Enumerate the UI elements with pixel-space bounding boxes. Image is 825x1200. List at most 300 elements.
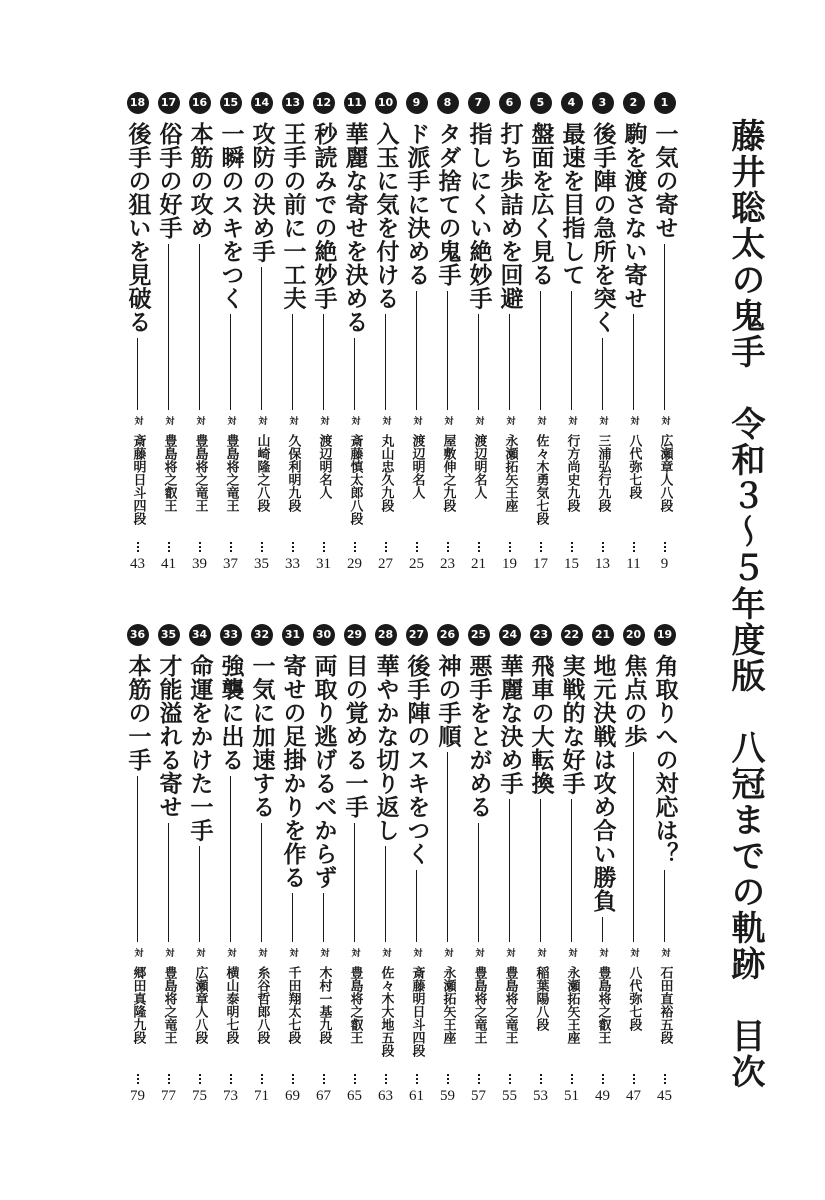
entry-opponent: 広瀬章人八段 bbox=[657, 434, 673, 512]
entry-page-number: 21 bbox=[471, 556, 486, 572]
entry-title-area bbox=[215, 122, 246, 414]
vs-label: 対 bbox=[628, 416, 639, 425]
entry-opponent: 斎藤慎太郎八段 bbox=[347, 434, 363, 525]
entry-title: 駒を渡さない寄せ bbox=[620, 122, 648, 310]
dot-leader bbox=[354, 1074, 356, 1084]
entry-title: 飛車の大転換 bbox=[527, 654, 555, 795]
dot-leader bbox=[292, 542, 294, 552]
entry-opponent: 丸山忠久九段 bbox=[378, 434, 394, 512]
entry-number-badge: 14 bbox=[251, 92, 273, 114]
toc-entry-35[interactable] bbox=[153, 624, 184, 1104]
entry-page-number: 79 bbox=[130, 1088, 145, 1104]
page-title: 藤井聡太の鬼手 令和３〜５年度版 八冠までの軌跡 目次 bbox=[725, 118, 765, 1090]
leader-line bbox=[633, 314, 634, 410]
leader-line bbox=[478, 314, 479, 410]
entry-number-badge: 16 bbox=[189, 92, 211, 114]
entry-title-area bbox=[277, 654, 308, 946]
entry-number-badge: 13 bbox=[282, 92, 304, 114]
dot-leader bbox=[633, 542, 635, 552]
toc-block-bottom bbox=[122, 624, 680, 1104]
leader-line bbox=[447, 291, 448, 411]
entry-title: 悪手をとがめる bbox=[465, 654, 493, 819]
dot-leader bbox=[540, 1074, 542, 1084]
entry-page-number: 69 bbox=[285, 1088, 300, 1104]
dot-leader bbox=[354, 542, 356, 552]
entry-number-badge: 29 bbox=[344, 624, 366, 646]
entry-opponent: 木村一基九段 bbox=[316, 966, 332, 1044]
entry-opponent: 豊島将之竜王 bbox=[471, 966, 487, 1044]
entry-number-badge: 36 bbox=[127, 624, 149, 646]
entry-page-number: 27 bbox=[378, 556, 393, 572]
vs-label: 対 bbox=[132, 948, 143, 957]
toc-entry-26[interactable] bbox=[432, 624, 463, 1104]
entry-title: 焦点の歩 bbox=[620, 654, 648, 748]
entry-title-area bbox=[556, 122, 587, 414]
vs-label: 対 bbox=[411, 416, 422, 425]
entry-title-area bbox=[649, 122, 680, 414]
toc-entry-11[interactable] bbox=[339, 92, 370, 572]
entry-title-area bbox=[494, 654, 525, 946]
dot-leader bbox=[230, 542, 232, 552]
entry-number-badge: 1 bbox=[654, 92, 676, 114]
entry-title-area bbox=[587, 122, 618, 414]
entry-number-badge: 32 bbox=[251, 624, 273, 646]
entry-number-badge: 10 bbox=[375, 92, 397, 114]
entry-title-area bbox=[618, 654, 649, 946]
entry-number-badge: 28 bbox=[375, 624, 397, 646]
toc-entry-14[interactable] bbox=[246, 92, 277, 572]
entry-number-badge: 27 bbox=[406, 624, 428, 646]
entry-number-badge: 17 bbox=[158, 92, 180, 114]
entry-opponent: 千田翔太七段 bbox=[285, 966, 301, 1044]
entry-title-area bbox=[246, 654, 277, 946]
entry-opponent: 佐々木大地五段 bbox=[378, 966, 394, 1057]
leader-line bbox=[261, 267, 262, 410]
toc-entry-21[interactable] bbox=[587, 624, 618, 1104]
entry-number-badge: 22 bbox=[561, 624, 583, 646]
entry-title: 秒読みでの絶妙手 bbox=[310, 122, 338, 310]
entry-number-badge: 18 bbox=[127, 92, 149, 114]
leader-line bbox=[199, 244, 200, 411]
leader-line bbox=[168, 823, 169, 943]
toc-entry-24[interactable] bbox=[494, 624, 525, 1104]
dot-leader bbox=[168, 1074, 170, 1084]
entry-opponent: 佐々木勇気七段 bbox=[533, 434, 549, 525]
entry-title: 本筋の攻め bbox=[186, 122, 214, 240]
toc-entry-13[interactable] bbox=[277, 92, 308, 572]
entry-opponent: 糸谷哲郎八段 bbox=[254, 966, 270, 1044]
entry-number-badge: 33 bbox=[220, 624, 242, 646]
entry-opponent: 八代弥七段 bbox=[626, 434, 642, 499]
entry-title: 華やかな切り返し bbox=[372, 654, 400, 842]
dot-leader bbox=[416, 542, 418, 552]
entry-page-number: 43 bbox=[130, 556, 145, 572]
entry-opponent: 広瀬章人八段 bbox=[192, 966, 208, 1044]
entry-title: 後手の狙いを見破る bbox=[124, 122, 152, 334]
entry-page-number: 33 bbox=[285, 556, 300, 572]
entry-opponent: 豊島将之叡王 bbox=[347, 966, 363, 1044]
toc-entry-18[interactable] bbox=[122, 92, 153, 572]
dot-leader bbox=[168, 542, 170, 552]
entry-title-area bbox=[153, 654, 184, 946]
vs-label: 対 bbox=[535, 416, 546, 425]
entry-number-badge: 11 bbox=[344, 92, 366, 114]
leader-line bbox=[540, 291, 541, 411]
entry-title: 一気に加速する bbox=[248, 654, 276, 819]
entry-number-badge: 34 bbox=[189, 624, 211, 646]
vs-label: 対 bbox=[225, 416, 236, 425]
vs-label: 対 bbox=[287, 948, 298, 957]
entry-title-area bbox=[122, 122, 153, 414]
dot-leader bbox=[199, 1074, 201, 1084]
entry-page-number: 61 bbox=[409, 1088, 424, 1104]
toc-entry-32[interactable] bbox=[246, 624, 277, 1104]
entry-title-area bbox=[432, 654, 463, 946]
vs-label: 対 bbox=[318, 416, 329, 425]
vs-label: 対 bbox=[194, 948, 205, 957]
toc-entry-27[interactable] bbox=[401, 624, 432, 1104]
toc-entry-36[interactable] bbox=[122, 624, 153, 1104]
vs-label: 対 bbox=[256, 416, 267, 425]
entry-opponent: 永瀬拓矢王座 bbox=[564, 966, 580, 1044]
entry-number-badge: 21 bbox=[592, 624, 614, 646]
leader-line bbox=[571, 799, 572, 942]
entry-number-badge: 3 bbox=[592, 92, 614, 114]
leader-line bbox=[509, 799, 510, 942]
entry-opponent: 三浦弘行九段 bbox=[595, 434, 611, 512]
toc-entry-7[interactable] bbox=[463, 92, 494, 572]
leader-line bbox=[354, 823, 355, 943]
entry-number-badge: 24 bbox=[499, 624, 521, 646]
entry-title: 目の覚める一手 bbox=[341, 654, 369, 819]
entry-page-number: 15 bbox=[564, 556, 579, 572]
toc-entry-16[interactable] bbox=[184, 92, 215, 572]
leader-line bbox=[664, 870, 665, 943]
dot-leader bbox=[602, 542, 604, 552]
entry-number-badge: 15 bbox=[220, 92, 242, 114]
dot-leader bbox=[633, 1074, 635, 1084]
leader-line bbox=[478, 823, 479, 943]
toc-entry-10[interactable] bbox=[370, 92, 401, 572]
vs-label: 対 bbox=[163, 948, 174, 957]
entry-title: 攻防の決め手 bbox=[248, 122, 276, 263]
entry-page-number: 77 bbox=[161, 1088, 176, 1104]
entry-title-area bbox=[370, 122, 401, 414]
vs-label: 対 bbox=[194, 416, 205, 425]
entry-opponent: 石田直裕五段 bbox=[657, 966, 673, 1044]
vs-label: 対 bbox=[473, 948, 484, 957]
entry-title: 実戦的な好手 bbox=[558, 654, 586, 795]
toc-entry-8[interactable] bbox=[432, 92, 463, 572]
entry-title-area bbox=[525, 654, 556, 946]
leader-line bbox=[137, 776, 138, 943]
toc-entry-30[interactable] bbox=[308, 624, 339, 1104]
toc-entry-33[interactable] bbox=[215, 624, 246, 1104]
entry-page-number: 65 bbox=[347, 1088, 362, 1104]
dot-leader bbox=[571, 1074, 573, 1084]
entry-title-area bbox=[246, 122, 277, 414]
toc-entry-1[interactable] bbox=[649, 92, 680, 572]
entry-title: 地元決戦は攻め合い勝負 bbox=[589, 654, 617, 913]
entry-title: 最速を目指して bbox=[558, 122, 586, 287]
toc-entry-19[interactable] bbox=[649, 624, 680, 1104]
leader-line bbox=[447, 752, 448, 942]
entry-page-number: 37 bbox=[223, 556, 238, 572]
entry-number-badge: 25 bbox=[468, 624, 490, 646]
entry-title-area bbox=[339, 654, 370, 946]
entry-page-number: 47 bbox=[626, 1088, 641, 1104]
toc-entry-28[interactable] bbox=[370, 624, 401, 1104]
vs-label: 対 bbox=[442, 948, 453, 957]
dot-leader bbox=[571, 542, 573, 552]
entry-opponent: 郷田真隆九段 bbox=[130, 966, 146, 1044]
entry-page-number: 51 bbox=[564, 1088, 579, 1104]
leader-line bbox=[354, 338, 355, 411]
entry-number-badge: 9 bbox=[406, 92, 428, 114]
entry-page-number: 17 bbox=[533, 556, 548, 572]
dot-leader bbox=[137, 1074, 139, 1084]
dot-leader bbox=[261, 1074, 263, 1084]
entry-title-area bbox=[122, 654, 153, 946]
entry-number-badge: 30 bbox=[313, 624, 335, 646]
entry-title: 神の手順 bbox=[434, 654, 462, 748]
entry-page-number: 41 bbox=[161, 556, 176, 572]
entry-page-number: 73 bbox=[223, 1088, 238, 1104]
leader-line bbox=[385, 314, 386, 410]
entry-title-area bbox=[587, 654, 618, 946]
toc-entry-2[interactable] bbox=[618, 92, 649, 572]
vs-label: 対 bbox=[597, 948, 608, 957]
vs-label: 対 bbox=[132, 416, 143, 425]
vs-label: 対 bbox=[597, 416, 608, 425]
dot-leader bbox=[478, 1074, 480, 1084]
entry-title-area bbox=[308, 654, 339, 946]
entry-page-number: 49 bbox=[595, 1088, 610, 1104]
entry-title: 後手陣の急所を突く bbox=[589, 122, 617, 334]
dot-leader bbox=[230, 1074, 232, 1084]
toc-entry-34[interactable] bbox=[184, 624, 215, 1104]
entry-title: ド派手に決める bbox=[403, 122, 431, 287]
entry-number-badge: 20 bbox=[623, 624, 645, 646]
vs-label: 対 bbox=[380, 948, 391, 957]
entry-title-area bbox=[277, 122, 308, 414]
entry-opponent: 豊島将之竜王 bbox=[192, 434, 208, 512]
entry-page-number: 67 bbox=[316, 1088, 331, 1104]
toc-entry-6[interactable] bbox=[494, 92, 525, 572]
entry-page-number: 9 bbox=[660, 556, 669, 572]
entry-title-area bbox=[618, 122, 649, 414]
leader-line bbox=[416, 870, 417, 943]
entry-title-area bbox=[184, 122, 215, 414]
entry-page-number: 59 bbox=[440, 1088, 455, 1104]
leader-line bbox=[509, 314, 510, 410]
entry-opponent: 永瀬拓矢王座 bbox=[502, 434, 518, 512]
toc-entry-20[interactable] bbox=[618, 624, 649, 1104]
entry-opponent: 永瀬拓矢王座 bbox=[440, 966, 456, 1044]
entry-title-area bbox=[370, 654, 401, 946]
leader-line bbox=[230, 776, 231, 943]
vs-label: 対 bbox=[504, 416, 515, 425]
entry-title: タダ捨ての鬼手 bbox=[434, 122, 462, 287]
entry-opponent: 稲葉陽八段 bbox=[533, 966, 549, 1031]
entry-title-area bbox=[215, 654, 246, 946]
entry-title: 才能溢れる寄せ bbox=[155, 654, 183, 819]
vs-label: 対 bbox=[411, 948, 422, 957]
leader-line bbox=[199, 846, 200, 942]
vs-label: 対 bbox=[349, 416, 360, 425]
entry-title: 盤面を広く見る bbox=[527, 122, 555, 287]
entry-opponent: 豊島将之竜王 bbox=[223, 434, 239, 512]
entry-opponent: 豊島将之叡王 bbox=[161, 434, 177, 512]
leader-line bbox=[602, 338, 603, 411]
vs-label: 対 bbox=[442, 416, 453, 425]
entry-opponent: 斎藤明日斗四段 bbox=[409, 966, 425, 1057]
entry-title: 指しにくい絶妙手 bbox=[465, 122, 493, 310]
entry-title-area bbox=[525, 122, 556, 414]
dot-leader bbox=[509, 542, 511, 552]
entry-opponent: 豊島将之竜王 bbox=[161, 966, 177, 1044]
dot-leader bbox=[664, 1074, 666, 1084]
dot-leader bbox=[137, 542, 139, 552]
entry-title-area bbox=[184, 654, 215, 946]
leader-line bbox=[137, 338, 138, 411]
vs-label: 対 bbox=[628, 948, 639, 957]
vs-label: 対 bbox=[566, 416, 577, 425]
toc-entry-4[interactable] bbox=[556, 92, 587, 572]
leader-line bbox=[571, 291, 572, 411]
entry-title: 入玉に気を付ける bbox=[372, 122, 400, 310]
entry-number-badge: 31 bbox=[282, 624, 304, 646]
vs-label: 対 bbox=[349, 948, 360, 957]
entry-title: 角取りへの対応は？ bbox=[651, 654, 679, 866]
entry-title: 一瞬のスキをつく bbox=[217, 122, 245, 310]
entry-opponent: 横山泰明七段 bbox=[223, 966, 239, 1044]
toc-entry-3[interactable] bbox=[587, 92, 618, 572]
dot-leader bbox=[385, 1074, 387, 1084]
entry-title: 後手陣のスキをつく bbox=[403, 654, 431, 866]
toc-entry-5[interactable] bbox=[525, 92, 556, 572]
vs-label: 対 bbox=[256, 948, 267, 957]
dot-leader bbox=[416, 1074, 418, 1084]
leader-line bbox=[292, 893, 293, 942]
entry-number-badge: 8 bbox=[437, 92, 459, 114]
entry-page-number: 19 bbox=[502, 556, 517, 572]
leader-line bbox=[261, 823, 262, 943]
vs-label: 対 bbox=[163, 416, 174, 425]
entry-number-badge: 23 bbox=[530, 624, 552, 646]
entry-title-area bbox=[556, 654, 587, 946]
toc-entry-12[interactable] bbox=[308, 92, 339, 572]
entry-page-number: 71 bbox=[254, 1088, 269, 1104]
entry-page-number: 39 bbox=[192, 556, 207, 572]
entry-page-number: 29 bbox=[347, 556, 362, 572]
dot-leader bbox=[323, 1074, 325, 1084]
dot-leader bbox=[540, 542, 542, 552]
entry-page-number: 57 bbox=[471, 1088, 486, 1104]
leader-line bbox=[292, 314, 293, 410]
entry-opponent: 渡辺明名人 bbox=[409, 434, 425, 499]
entry-title: 命運をかけた一手 bbox=[186, 654, 214, 842]
entry-page-number: 53 bbox=[533, 1088, 548, 1104]
vs-label: 対 bbox=[225, 948, 236, 957]
entry-title: 両取り逃げるべからず bbox=[310, 654, 338, 889]
entry-title-area bbox=[339, 122, 370, 414]
entry-page-number: 31 bbox=[316, 556, 331, 572]
entry-number-badge: 5 bbox=[530, 92, 552, 114]
dot-leader bbox=[664, 542, 666, 552]
toc-entry-15[interactable] bbox=[215, 92, 246, 572]
dot-leader bbox=[292, 1074, 294, 1084]
entry-opponent: 渡辺明名人 bbox=[471, 434, 487, 499]
entry-number-badge: 7 bbox=[468, 92, 490, 114]
entry-title: 華麗な寄せを決める bbox=[341, 122, 369, 334]
leader-line bbox=[168, 244, 169, 411]
toc-entry-29[interactable] bbox=[339, 624, 370, 1104]
vs-label: 対 bbox=[318, 948, 329, 957]
entry-title: 強襲に出る bbox=[217, 654, 245, 772]
entry-number-badge: 6 bbox=[499, 92, 521, 114]
entry-opponent: 行方尚史九段 bbox=[564, 434, 580, 512]
entry-title-area bbox=[308, 122, 339, 414]
leader-line bbox=[416, 291, 417, 411]
toc-entry-31[interactable] bbox=[277, 624, 308, 1104]
vs-label: 対 bbox=[380, 416, 391, 425]
entry-page-number: 63 bbox=[378, 1088, 393, 1104]
entry-opponent: 屋敷伸之九段 bbox=[440, 434, 456, 512]
dot-leader bbox=[509, 1074, 511, 1084]
entry-title: 王手の前に一工夫 bbox=[279, 122, 307, 310]
dot-leader bbox=[602, 1074, 604, 1084]
entry-opponent: 久保利明九段 bbox=[285, 434, 301, 512]
toc-entry-9[interactable] bbox=[401, 92, 432, 572]
entry-opponent: 豊島将之叡王 bbox=[595, 966, 611, 1044]
entry-page-number: 75 bbox=[192, 1088, 207, 1104]
leader-line bbox=[323, 314, 324, 410]
entry-title: 本筋の一手 bbox=[124, 654, 152, 772]
vs-label: 対 bbox=[504, 948, 515, 957]
entry-title: 一気の寄せ bbox=[651, 122, 679, 240]
entry-title-area bbox=[153, 122, 184, 414]
entry-title: 寄せの足掛かりを作る bbox=[279, 654, 307, 889]
dot-leader bbox=[261, 542, 263, 552]
entry-page-number: 25 bbox=[409, 556, 424, 572]
entry-title-area bbox=[401, 654, 432, 946]
entry-title-area bbox=[463, 122, 494, 414]
toc-entry-25[interactable] bbox=[463, 624, 494, 1104]
entry-page-number: 45 bbox=[657, 1088, 672, 1104]
entry-opponent: 渡辺明名人 bbox=[316, 434, 332, 499]
entry-title: 打ち歩詰めを回避 bbox=[496, 122, 524, 310]
entry-page-number: 23 bbox=[440, 556, 455, 572]
toc-entry-17[interactable] bbox=[153, 92, 184, 572]
toc-entry-22[interactable] bbox=[556, 624, 587, 1104]
leader-line bbox=[540, 799, 541, 942]
toc-entry-23[interactable] bbox=[525, 624, 556, 1104]
entry-title-area bbox=[401, 122, 432, 414]
entry-title-area bbox=[649, 654, 680, 946]
leader-line bbox=[602, 917, 603, 943]
dot-leader bbox=[199, 542, 201, 552]
entry-title-area bbox=[463, 654, 494, 946]
vs-label: 対 bbox=[287, 416, 298, 425]
entry-page-number: 13 bbox=[595, 556, 610, 572]
dot-leader bbox=[447, 1074, 449, 1084]
leader-line bbox=[664, 244, 665, 411]
entry-number-badge: 2 bbox=[623, 92, 645, 114]
dot-leader bbox=[478, 542, 480, 552]
entry-title-area bbox=[432, 122, 463, 414]
entry-number-badge: 12 bbox=[313, 92, 335, 114]
